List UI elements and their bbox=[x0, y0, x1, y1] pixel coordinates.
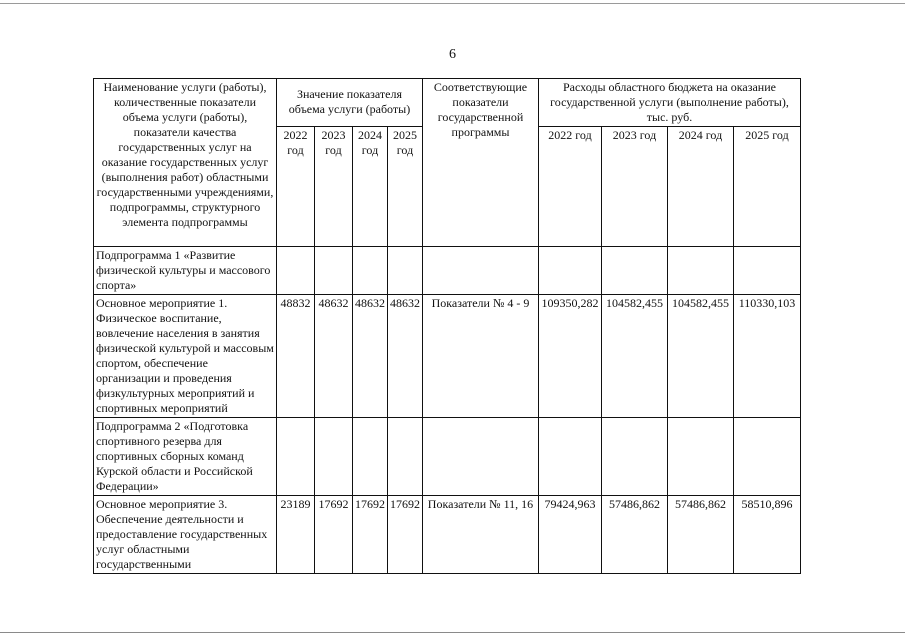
header-expense-year: 2025 год bbox=[734, 127, 801, 247]
indicators-cell bbox=[423, 418, 539, 496]
header-volume-year: 2023 год bbox=[315, 127, 353, 247]
services-table bbox=[93, 78, 801, 574]
header-budget-expenses: Расходы областного бюджета на оказание государственной услуги (выполнение работы), тыс. руб. bbox=[539, 79, 801, 127]
table-row bbox=[94, 418, 801, 496]
row-name: Основное мероприятие 1. Физическое воспитание, вовлечение населения в занятия физической культурой и массовым спортом, обеспечение организации и проведения физкультурных мероприятий и спортивных мероприятий bbox=[94, 295, 277, 418]
header-volume-year: 2025 год bbox=[388, 127, 423, 247]
header-volume-value: Значение показателя объема услуги (работы) bbox=[277, 79, 423, 127]
expense-cell bbox=[734, 247, 801, 295]
expense-cell: 109350,282 bbox=[539, 295, 602, 418]
expense-cell: 104582,455 bbox=[668, 295, 734, 418]
expense-cell: 79424,963 bbox=[539, 496, 602, 574]
expense-cell: 57486,862 bbox=[668, 496, 734, 574]
indicators-cell: Показатели № 11, 16 bbox=[423, 496, 539, 574]
volume-cell bbox=[353, 418, 388, 496]
header-service-name: Наименование услуги (работы), количественные показатели объема услуги (работы), показатели качества государственных услуг на оказание государственных услуг (выполнения работ) областными государственными учреждениями, подпрограммы, структурного элемента подпрограммы bbox=[94, 79, 277, 247]
expense-cell bbox=[668, 247, 734, 295]
row-name: Основное мероприятие 3. Обеспечение деятельности и предоставление государственных услуг областными государственными bbox=[94, 496, 277, 574]
indicators-cell bbox=[423, 247, 539, 295]
volume-cell bbox=[277, 247, 315, 295]
expense-cell bbox=[668, 418, 734, 496]
header-program-indicators: Соответствующие показатели государственной программы bbox=[423, 79, 539, 247]
header-volume-year: 2022 год bbox=[277, 127, 315, 247]
expense-cell: 104582,455 bbox=[602, 295, 668, 418]
volume-cell bbox=[388, 247, 423, 295]
volume-cell: 48832 bbox=[277, 295, 315, 418]
row-name: Подпрограмма 2 «Подготовка спортивного резерва для спортивных сборных команд Курской области и Российской Федерации» bbox=[94, 418, 277, 496]
volume-cell: 17692 bbox=[388, 496, 423, 574]
scan-edge-bottom bbox=[0, 632, 905, 633]
volume-cell: 48632 bbox=[388, 295, 423, 418]
expense-cell: 110330,103 bbox=[734, 295, 801, 418]
volume-cell: 48632 bbox=[353, 295, 388, 418]
expense-cell: 58510,896 bbox=[734, 496, 801, 574]
expense-cell bbox=[602, 247, 668, 295]
page-number: 6 bbox=[449, 47, 456, 62]
table-row bbox=[94, 496, 801, 574]
volume-cell bbox=[315, 247, 353, 295]
row-name: Подпрограмма 1 «Развитие физической культуры и массового спорта» bbox=[94, 247, 277, 295]
volume-cell: 48632 bbox=[315, 295, 353, 418]
header-expense-year: 2022 год bbox=[539, 127, 602, 247]
volume-cell bbox=[353, 247, 388, 295]
expense-cell bbox=[539, 418, 602, 496]
header-volume-year: 2024 год bbox=[353, 127, 388, 247]
table-row bbox=[94, 247, 801, 295]
expense-cell bbox=[602, 418, 668, 496]
indicators-cell: Показатели № 4 - 9 bbox=[423, 295, 539, 418]
header-expense-year: 2023 год bbox=[602, 127, 668, 247]
volume-cell: 17692 bbox=[353, 496, 388, 574]
expense-cell bbox=[734, 418, 801, 496]
volume-cell bbox=[277, 418, 315, 496]
header-expense-year: 2024 год bbox=[668, 127, 734, 247]
expense-cell bbox=[539, 247, 602, 295]
volume-cell bbox=[315, 418, 353, 496]
volume-cell: 23189 bbox=[277, 496, 315, 574]
volume-cell: 17692 bbox=[315, 496, 353, 574]
volume-cell bbox=[388, 418, 423, 496]
scan-edge-top bbox=[0, 3, 905, 4]
table-row bbox=[94, 295, 801, 418]
expense-cell: 57486,862 bbox=[602, 496, 668, 574]
